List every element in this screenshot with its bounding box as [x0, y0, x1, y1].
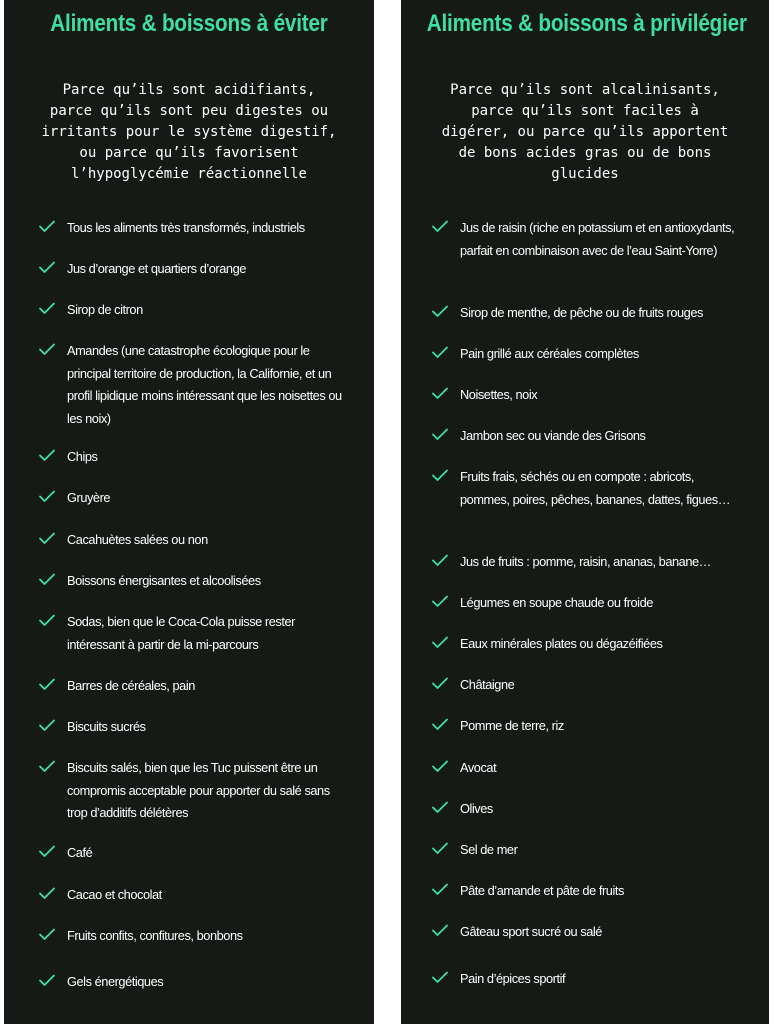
checkmark-icon: [431, 466, 449, 484]
checkmark-icon: [38, 258, 56, 276]
list-item-text: Noisettes, noix: [460, 387, 538, 402]
checkmark-icon: [38, 675, 56, 693]
list-item-text: Cacahuètes salées ou non: [67, 532, 208, 547]
list-item-text: Châtaigne: [460, 677, 515, 692]
checkmark-icon: [38, 570, 56, 588]
list-item-text: Boissons énergisantes et alcoolisées: [67, 573, 261, 588]
checkmark-icon: [431, 592, 449, 610]
checkmark-icon: [431, 633, 449, 651]
checkmark-icon: [431, 384, 449, 402]
checkmark-icon: [431, 839, 449, 857]
checkmark-icon: [38, 716, 56, 734]
list-item-text: Eaux minérales plates ou dégazéifiées: [460, 636, 663, 651]
checkmark-icon: [431, 921, 449, 939]
list-item-text: Jus de fruits : pomme, raisin, ananas, banane…: [460, 554, 712, 569]
checkmark-icon: [38, 884, 56, 902]
checkmark-icon: [431, 880, 449, 898]
list-item-text: Café: [67, 845, 93, 860]
list-item-text: Gâteau sport sucré ou salé: [460, 924, 602, 939]
checkmark-icon: [38, 487, 56, 505]
list-item-text: Sirop de citron: [67, 302, 143, 317]
list-item-text: Tous les aliments très transformés, industriels: [67, 220, 305, 235]
checkmark-icon: [38, 611, 56, 629]
checkmark-icon: [431, 343, 449, 361]
list-item-text: Pain d’épices sportif: [460, 971, 566, 986]
list-item-text: Gels énergétiques: [67, 974, 164, 989]
prefer-title: Aliments & boissons à privilégier: [426, 10, 747, 37]
checkmark-icon: [38, 842, 56, 860]
list-item-text: Sel de mer: [460, 842, 518, 857]
checkmark-icon: [38, 971, 56, 989]
checkmark-icon: [38, 217, 56, 235]
checkmark-icon: [431, 757, 449, 775]
list-item-text: Amandes (une catastrophe écologique pour le principal territoire de production, la Californie, et un profil lipidique moins intéressant que les noisettes ou les noix): [67, 343, 342, 426]
list-item-text: Jus d’orange et quartiers d’orange: [67, 261, 246, 276]
list-item-text: Jus de raisin (riche en potassium et en antioxydants, parfait en combinaison avec de l’eau Saint-Yorre): [460, 220, 735, 258]
list-item-text: Légumes en soupe chaude ou froide: [460, 595, 653, 610]
list-item-text: Fruits frais, séchés ou en compote : abricots, pommes, poires, pêches, bananes, dattes, figues…: [460, 469, 731, 507]
list-item-text: Fruits confits, confitures, bonbons: [67, 928, 243, 943]
checkmark-icon: [431, 425, 449, 443]
avoid-title: Aliments & boissons à éviter: [50, 10, 328, 37]
list-item-text: Avocat: [460, 760, 497, 775]
checkmark-icon: [431, 551, 449, 569]
checkmark-icon: [38, 925, 56, 943]
list-item-text: Jambon sec ou viande des Grisons: [460, 428, 646, 443]
checkmark-icon: [431, 798, 449, 816]
checkmark-icon: [38, 340, 56, 358]
list-item-text: Biscuits sucrés: [67, 719, 146, 734]
prefer-panel: [401, 0, 769, 1024]
avoid-subtitle: Parce qu’ils sont acidifiants, parce qu’ils sont peu digestes ou irritants pour le système digestif, ou parce qu’ils favorisent l’hypoglycémie réactionnelle: [41, 82, 337, 182]
list-item-text: Cacao et chocolat: [67, 887, 162, 902]
prefer-subtitle: Parce qu’ils sont alcalinisants, parce qu’ils sont faciles à digérer, ou parce qu’ils apportent de bons acides gras ou de bons glucides: [441, 82, 729, 182]
checkmark-icon: [431, 674, 449, 692]
checkmark-icon: [431, 968, 449, 986]
checkmark-icon: [38, 529, 56, 547]
list-item-text: Pain grillé aux céréales complètes: [460, 346, 639, 361]
list-item-text: Sirop de menthe, de pêche ou de fruits rouges: [460, 305, 703, 320]
list-item-text: Biscuits salés, bien que les Tuc puissent être un compromis acceptable pour apporter du salé sans trop d’additifs délétères: [67, 760, 330, 820]
checkmark-icon: [38, 757, 56, 775]
avoid-panel: [4, 0, 374, 1024]
checkmark-icon: [431, 302, 449, 320]
checkmark-icon: [38, 446, 56, 464]
list-item-text: Sodas, bien que le Coca-Cola puisse rester intéressant à partir de la mi-parcours: [67, 614, 295, 652]
checkmark-icon: [431, 217, 449, 235]
list-item-text: Olives: [460, 801, 493, 816]
list-item-text: Barres de céréales, pain: [67, 678, 195, 693]
list-item-text: Pâte d’amande et pâte de fruits: [460, 883, 624, 898]
list-item-text: Gruyère: [67, 490, 111, 505]
list-item-text: Chips: [67, 449, 98, 464]
list-item-text: Pomme de terre, riz: [460, 718, 564, 733]
checkmark-icon: [38, 299, 56, 317]
checkmark-icon: [431, 715, 449, 733]
